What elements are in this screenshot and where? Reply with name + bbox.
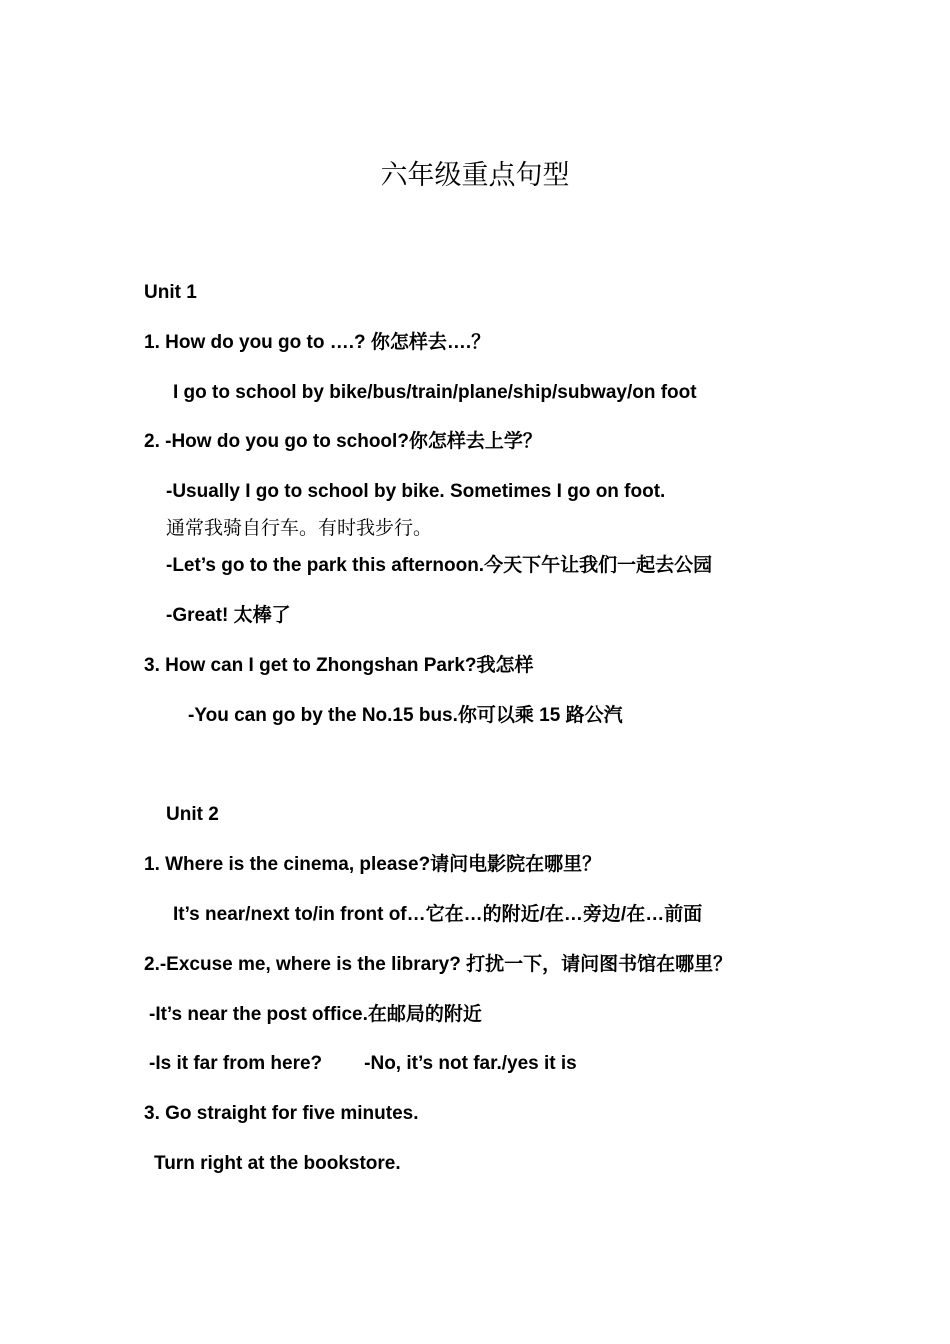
sentence-line: 3. Go straight for five minutes. [144, 1103, 419, 1124]
sentence-line: -Let’s go to the park this afternoon.今天下午让我们一起去公园 [166, 555, 713, 576]
question-text: -Is it far from here? [149, 1053, 323, 1074]
sentence-line: 2.-Excuse me, where is the library? 打扰一下，请问图书馆在哪里？ [144, 954, 733, 975]
sentence-line: 1. Where is the cinema, please?请问电影院在哪里？ [144, 854, 602, 875]
sentence-line: 通常我骑自行车。有时我步行。 [166, 517, 433, 539]
sentence-line: -You can go by the No.15 bus.你可以乘 15 路公汽 [188, 705, 623, 726]
sentence-line: 3. How can I get to Zhongshan Park?我怎样 [144, 655, 534, 676]
unit-heading: Unit 2 [166, 804, 219, 825]
sentence-line: 1. How do you go to ….? 你怎样去….？ [144, 332, 491, 353]
sentence-line: Turn right at the bookstore. [154, 1153, 401, 1174]
document-title: 六年级重点句型 [380, 160, 570, 191]
sentence-line: 2. -How do you go to school?你怎样去上学？ [144, 431, 542, 452]
sentence-line: I go to school by bike/bus/train/plane/ship/subway/on foot [173, 382, 697, 403]
sentence-line: -Usually I go to school by bike. Sometimes I go on foot. [166, 481, 666, 502]
answer-text: -No, it’s not far./yes it is [364, 1053, 577, 1074]
sentence-line: -Great! 太棒了 [166, 605, 291, 626]
sentence-line: -It’s near the post office.在邮局的附近 [149, 1004, 482, 1025]
sentence-line: It’s near/next to/in front of…它在…的附近/在…旁边/在…前面 [173, 904, 703, 925]
unit-heading: Unit 1 [144, 282, 197, 303]
sentence-line [149, 1051, 577, 1077]
